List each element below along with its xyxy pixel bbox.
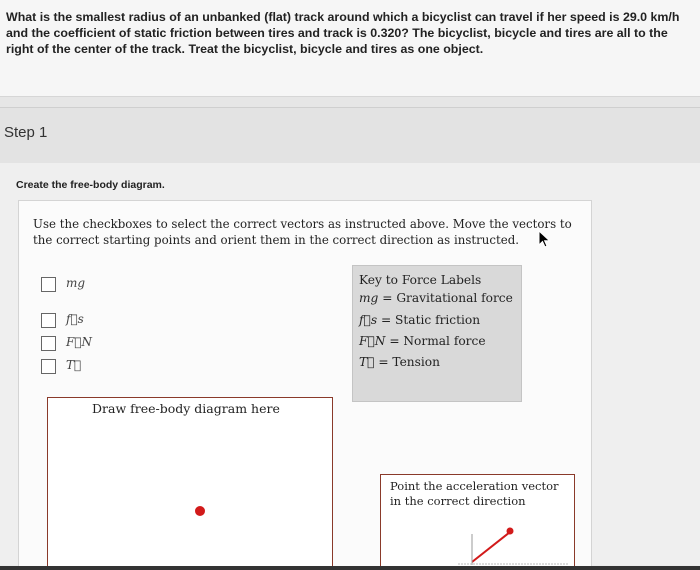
checkbox-label-mg: mg bbox=[66, 276, 86, 290]
acceleration-vector[interactable] bbox=[458, 520, 578, 570]
checkbox-mg[interactable] bbox=[41, 277, 56, 292]
divider bbox=[0, 96, 700, 107]
key-row-t bbox=[359, 355, 440, 369]
step-header bbox=[0, 107, 700, 164]
key-title: Key to Force Labels bbox=[359, 273, 482, 287]
key-row-mg bbox=[359, 291, 513, 305]
question-text: What is the smallest radius of an unbanked (flat) track around which a bicyclist can travel if her speed is 29.0 km/h and the coefficient of static friction between tires and track is 0.320? The bicyclist, bicycle and tires are all to the right of the center of the track. Treat the bicyclist, bicycle and tires as one object. bbox=[6, 10, 680, 56]
key-text-fs: = Static friction bbox=[380, 313, 481, 327]
force-key-box bbox=[352, 265, 522, 402]
key-row-fs bbox=[359, 313, 480, 327]
vector-handle-icon[interactable] bbox=[507, 528, 514, 535]
question-panel bbox=[0, 0, 700, 96]
instruction-small: Create the free-body diagram. bbox=[16, 179, 165, 191]
key-text-t: = Tension bbox=[378, 355, 440, 369]
checkbox-fs[interactable] bbox=[41, 313, 56, 328]
acceleration-title: Point the acceleration vector in the correct direction bbox=[390, 479, 559, 508]
bottom-edge bbox=[0, 566, 700, 570]
checkbox-fn[interactable] bbox=[41, 336, 56, 351]
key-symbol-mg: mg bbox=[359, 291, 379, 305]
mouse-cursor-icon bbox=[536, 230, 554, 248]
checkbox-label-fn: F⃗N bbox=[66, 335, 93, 349]
widget-instruction: Use the checkboxes to select the correct vectors as instructed above. Move the vectors to the correct starting points and orient them in the correct direction as instructed. bbox=[33, 217, 572, 247]
checkbox-label-t: T⃗ bbox=[66, 358, 82, 372]
key-text-mg: = Gravitational force bbox=[382, 291, 513, 305]
draw-area-title: Draw free-body diagram here bbox=[92, 401, 280, 416]
step-label: Step 1 bbox=[4, 124, 48, 141]
key-text-fn: = Normal force bbox=[389, 334, 486, 348]
checkbox-label-fs: f⃗s bbox=[66, 312, 84, 326]
object-dot bbox=[195, 506, 205, 516]
checkbox-t[interactable] bbox=[41, 359, 56, 374]
key-symbol-fn: F⃗N bbox=[359, 334, 386, 348]
key-symbol-fs: f⃗s bbox=[359, 313, 378, 327]
fbd-draw-area[interactable] bbox=[47, 397, 333, 569]
key-symbol-t: T⃗ bbox=[359, 355, 375, 369]
key-row-fn bbox=[359, 334, 486, 348]
